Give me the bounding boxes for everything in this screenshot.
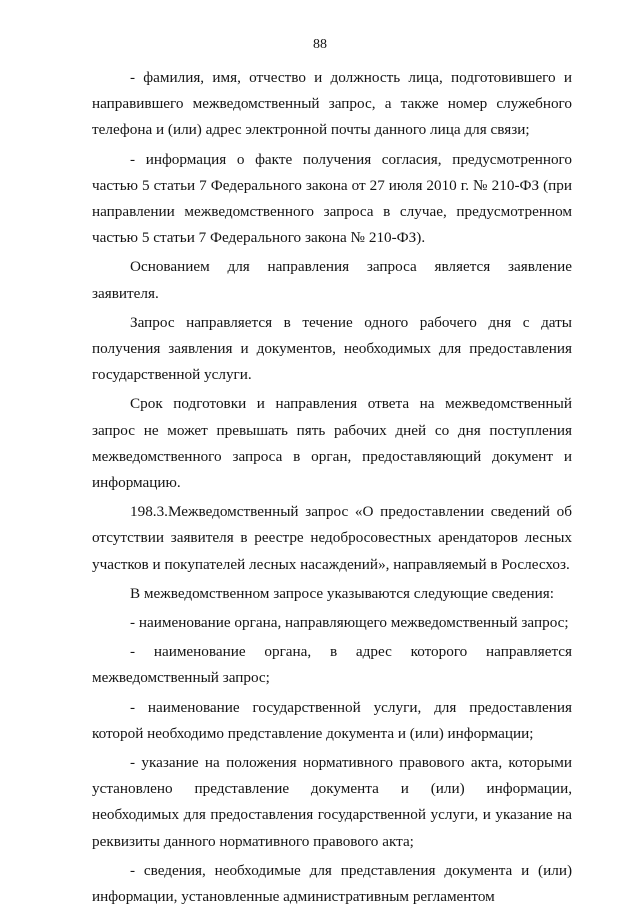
paragraph-recipient-organ: - наименование органа, в адрес которого направляется межведомственный запрос; (92, 643, 572, 687)
paragraph-service-name: - наименование государственной услуги, для предоставления которой необходимо представление документа и (или) информации; (92, 698, 572, 742)
paragraph-request-basis: Основанием для направления запроса является заявление заявителя. (92, 258, 572, 302)
document-body (92, 65, 572, 910)
paragraph-sender-organ: - наименование органа, направляющего межведомственный запрос; (130, 614, 569, 632)
paragraph-legal-act-reference: - указание на положения нормативного правового акта, которыми установлено представление документа и (или) информации, необходимых для предоставления государственной услуги, и указание на реквизиты данного нормативного правового акта; (92, 754, 572, 850)
paragraph-section-198-3: 198.3.Межведомственный запрос «О предоставлении сведений об отсутствии заявителя в реестре недобросовестных арендаторов лесных участков и покупателей лесных насаждений», направляемый в Рослесхоз. (92, 503, 572, 573)
paragraph-required-info: - сведения, необходимые для представления документа и (или) информации, установленные административным регламентом (92, 861, 572, 906)
paragraph-consent-info: - информация о факте получения согласия, предусмотренного частью 5 статьи 7 Федерального закона от 27 июля 2010 г. № 210-ФЗ (при направлении межведомственного запроса в случае, предусмотренном частью 5 статьи 7 Федерального закона № 210-ФЗ). (92, 150, 572, 247)
paragraph-request-deadline: Запрос направляется в течение одного рабочего дня с даты получения заявления и документов, необходимых для предоставления государственной услуги. (92, 313, 572, 384)
paragraph-response-deadline: Срок подготовки и направления ответа на межведомственный запрос не может превышать пять рабочих дней со дня поступления межведомственного запроса в орган, предоставляющий документ и информацию. (92, 395, 572, 492)
paragraph-request-contents-intro: В межведомственном запросе указываются следующие сведения: (130, 584, 554, 602)
paragraph-initiator-details: - фамилия, имя, отчество и должность лица, подготовившего и направившего межведомственный запрос, а также номер служебного телефона и (или) адрес электронной почты данного лица для связи; (92, 69, 572, 139)
page-number: 88 (313, 37, 327, 52)
